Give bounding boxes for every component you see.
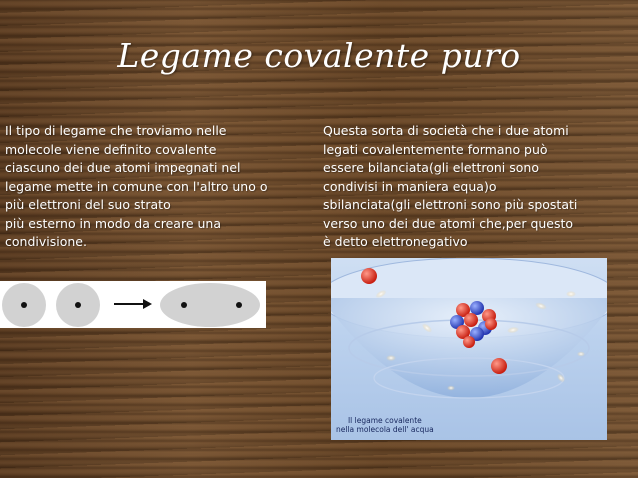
electron-dot — [75, 302, 81, 308]
caption-line: Il legame covalente — [347, 416, 422, 425]
left-text-line: ciascuno dei due atomi impegnati nel — [5, 160, 241, 175]
left-text-line: più elettroni del suo strato — [5, 197, 171, 212]
slide-title: Legame covalente puro — [117, 36, 521, 75]
right-text-line: condivisi in maniera equa)o — [323, 178, 497, 194]
right-text-line: Questa sorta di società che i due atomi — [323, 123, 569, 138]
left-text-line: condivisione. — [5, 234, 87, 249]
right-text-line: è detto elettronegativo — [323, 234, 468, 249]
covalent-bond-diagram — [0, 281, 266, 328]
electron-dot — [21, 302, 27, 308]
caption-line: nella molecola dell' acqua — [336, 425, 434, 434]
right-text-line: sbilanciata(gli elettroni sono più spostati — [323, 197, 578, 212]
electron-dot — [236, 302, 242, 308]
left-text-line: molecole viene definito covalente — [5, 141, 217, 157]
water-molecule-image — [331, 258, 607, 440]
right-text-line: essere bilanciata(gli elettroni sono — [323, 160, 539, 175]
right-text-block — [323, 122, 623, 252]
left-text-block — [5, 122, 310, 252]
right-text-line: verso uno dei due atomi che,per questo — [323, 215, 574, 231]
left-text-line: legame mette in comune con l'altro uno o — [5, 178, 268, 194]
electron-dot — [181, 302, 187, 308]
left-text-line: Il tipo di legame che troviamo nelle — [5, 123, 227, 138]
left-text-line: più esterno in modo da creare una — [5, 215, 221, 231]
atom-illustration — [331, 258, 607, 440]
right-text-line: legati covalentemente formano può — [323, 141, 548, 157]
arrow-icon — [114, 298, 152, 310]
image-caption — [336, 416, 434, 434]
molecule-shared — [160, 283, 260, 327]
